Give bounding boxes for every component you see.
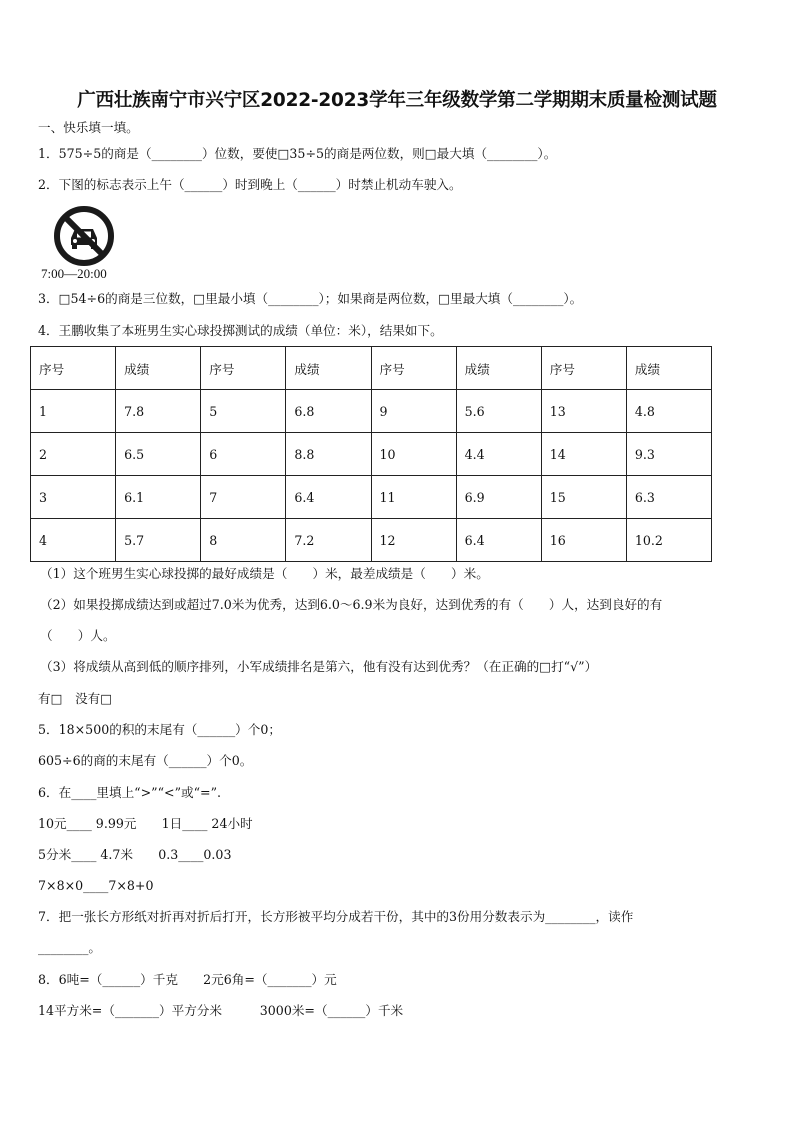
table-cell: 9.3 [626, 433, 711, 476]
question-6-row-2: 5分米____ 4.7米 0.3____0.03 [38, 847, 232, 862]
table-header-cell: 序号 [31, 347, 116, 390]
table-cell: 1 [31, 390, 116, 433]
table-row [31, 390, 712, 433]
score-table [30, 346, 712, 562]
question-6-row-3: 7×8×0____7×8+0 [38, 878, 154, 893]
table-cell: 4.4 [456, 433, 541, 476]
question-4-part-1: （1）这个班男生实心球投掷的最好成绩是（ ）米，最差成绩是（ ）米。 [40, 566, 489, 581]
table-cell: 11 [371, 476, 456, 519]
table-cell: 7 [201, 476, 286, 519]
question-2: 2．下图的标志表示上午（______）时到晚上（______）时禁止机动车驶入。 [38, 177, 462, 192]
table-cell: 7.8 [116, 390, 201, 433]
table-cell: 5.7 [116, 519, 201, 562]
table-cell: 2 [31, 433, 116, 476]
table-cell: 6.9 [456, 476, 541, 519]
table-cell: 8.8 [286, 433, 371, 476]
question-4-part-2: （2）如果投掷成绩达到或超过7.0米为优秀，达到6.0～6.9米为良好，达到优秀的有（ ）人，达到良好的有 [40, 597, 663, 612]
table-cell: 6.1 [116, 476, 201, 519]
table-header-cell: 序号 [541, 347, 626, 390]
section-heading: 一、快乐填一填。 [38, 120, 139, 135]
table-cell: 16 [541, 519, 626, 562]
table-header-cell: 序号 [371, 347, 456, 390]
table-cell: 13 [541, 390, 626, 433]
no-vehicle-sign-icon [53, 205, 115, 267]
page-title: 广西壮族南宁市兴宁区2022-2023学年三年级数学第二学期期末质量检测试题 [77, 90, 717, 111]
table-cell: 8 [201, 519, 286, 562]
table-cell: 6.3 [626, 476, 711, 519]
table-header-cell: 成绩 [116, 347, 201, 390]
table-cell: 6.5 [116, 433, 201, 476]
table-header-row [31, 347, 712, 390]
question-4-part-3: （3）将成绩从高到低的顺序排列，小军成绩排名是第六，他有没有达到优秀？（在正确的□打“√”） [40, 659, 598, 674]
table-cell: 7.2 [286, 519, 371, 562]
table-cell: 6.8 [286, 390, 371, 433]
question-1: 1．575÷5的商是（________）位数，要使□35÷5的商是两位数，则□最大填（________）。 [38, 146, 557, 161]
table-cell: 10.2 [626, 519, 711, 562]
table-cell: 5 [201, 390, 286, 433]
question-5-cont: 605÷6的商的末尾有（______）个0。 [38, 753, 253, 768]
table-row [31, 519, 712, 562]
table-cell: 6.4 [456, 519, 541, 562]
table-cell: 4.8 [626, 390, 711, 433]
question-8-cont: 14平方米=（_______）平方分米 3000米=（______）千米 [38, 1003, 404, 1018]
table-header-cell: 序号 [201, 347, 286, 390]
table-cell: 12 [371, 519, 456, 562]
table-row [31, 433, 712, 476]
table-cell: 15 [541, 476, 626, 519]
table-cell: 9 [371, 390, 456, 433]
question-4-part-2-cont: （ ）人。 [40, 628, 116, 643]
table-cell: 3 [31, 476, 116, 519]
table-cell: 4 [31, 519, 116, 562]
question-4-options: 有□ 没有□ [38, 691, 113, 706]
table-cell: 5.6 [456, 390, 541, 433]
table-header-cell: 成绩 [626, 347, 711, 390]
question-6-row-1: 10元____ 9.99元 1日____ 24小时 [38, 816, 253, 831]
question-7-cont: ________。 [38, 940, 101, 955]
question-3: 3．□54÷6的商是三位数，□里最小填（________）；如果商是两位数，□里最大填（________）。 [38, 291, 583, 306]
table-cell: 6 [201, 433, 286, 476]
table-cell: 6.4 [286, 476, 371, 519]
question-4: 4．王鹏收集了本班男生实心球投掷测试的成绩（单位：米），结果如下。 [38, 323, 443, 338]
question-6: 6．在____里填上“>”“<”或“=”. [38, 785, 222, 800]
table-cell: 14 [541, 433, 626, 476]
question-8: 8．6吨=（______）千克 2元6角=（_______）元 [38, 972, 337, 987]
table-header-cell: 成绩 [456, 347, 541, 390]
table-header-cell: 成绩 [286, 347, 371, 390]
table-cell: 10 [371, 433, 456, 476]
question-7: 7．把一张长方形纸对折再对折后打开，长方形被平均分成若干份，其中的3份用分数表示为________，读作 [38, 909, 634, 924]
table-row [31, 476, 712, 519]
sign-time-label: 7:00—20:00 [41, 266, 107, 281]
question-5: 5．18×500的积的末尾有（______）个0； [38, 722, 281, 737]
